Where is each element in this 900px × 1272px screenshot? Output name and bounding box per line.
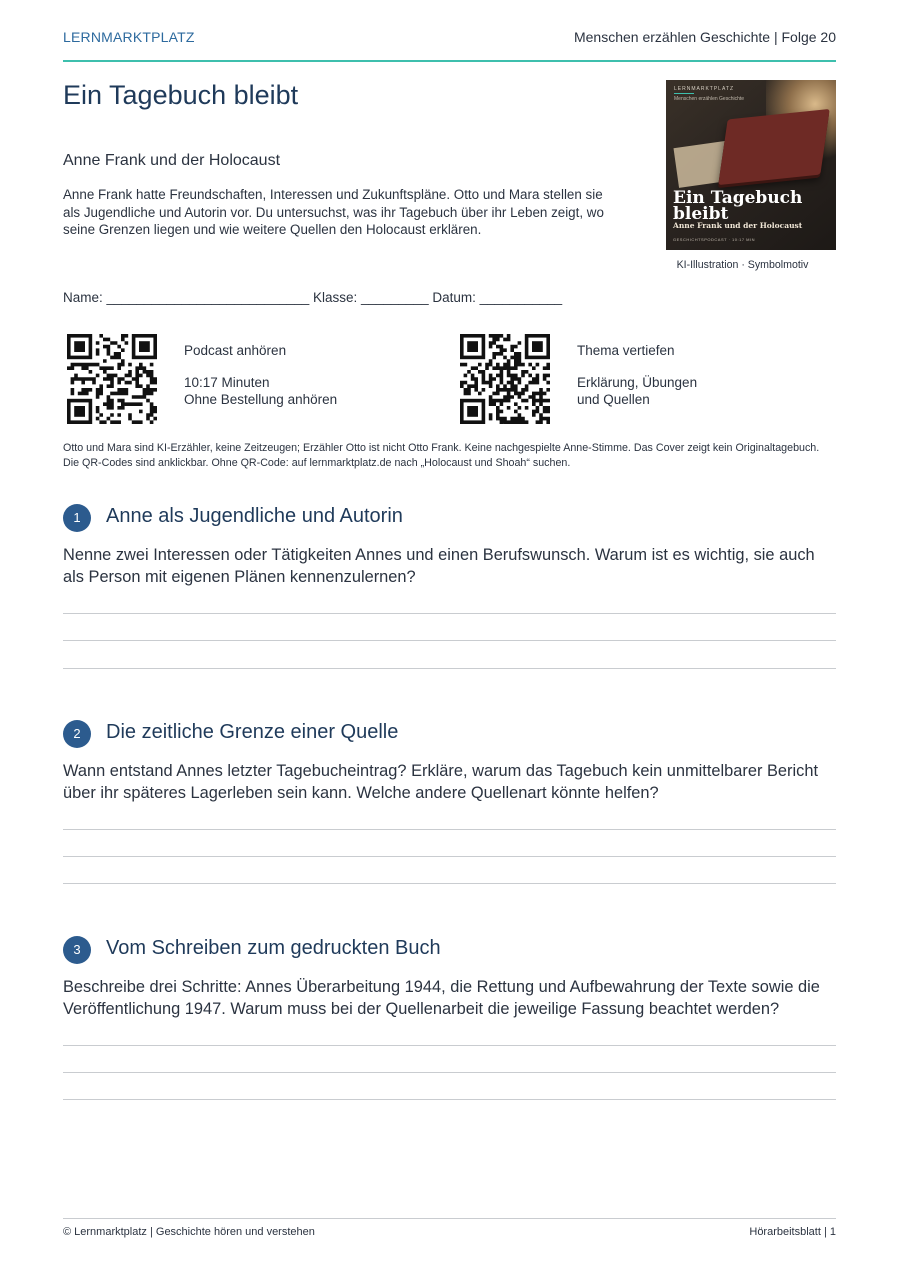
answer-line[interactable] — [63, 613, 836, 614]
worksheet-page — [63, 0, 836, 1272]
page-title: Ein Tagebuch bleibt — [63, 80, 299, 110]
qr-topic-line1: Erklärung, Übungen — [577, 375, 698, 390]
disclaimer-line2: Die QR-Codes sind anklickbar. Ohne QR-Code: auf lernmarktplatz.de nach „Holocaust und Shoah“ suchen. — [63, 456, 571, 469]
answer-line[interactable] — [63, 1099, 836, 1100]
page-subtitle: Anne Frank und der Holocaust — [63, 152, 281, 169]
qr-topic-details — [577, 374, 697, 408]
disclaimer-line1: Otto und Mara sind KI-Erzähler, keine Zeitzeugen; Erzähler Otto ist nicht Otto Frank. Keine nachgespielte Anne-Stimme. Das Cover zeigt kein Originaltagebuch. — [63, 442, 820, 454]
cover-title — [673, 190, 802, 222]
qr-code-graphic — [460, 334, 550, 424]
task-heading: Vom Schreiben zum gedruckten Buch — [106, 937, 441, 959]
cover-title-line2: bleibt — [673, 204, 729, 224]
series-label: Menschen erzählen Geschichte | Folge 20 — [573, 29, 836, 45]
brand-logo-text: LERNMARKTPLATZ — [63, 29, 195, 45]
answer-line[interactable] — [63, 640, 836, 641]
task-number-badge: 3 — [63, 936, 91, 964]
cover-subtitle: Anne Frank und der Holocaust — [673, 221, 803, 230]
task-number-badge: 2 — [63, 720, 91, 748]
cover-brand-rule — [674, 93, 694, 94]
qr-podcast-details — [184, 374, 337, 408]
qr-podcast-duration: 10:17 Minuten — [184, 375, 270, 390]
qr-code-graphic — [67, 334, 157, 424]
page-header — [63, 28, 836, 62]
task-heading: Anne als Jugendliche und Autorin — [106, 505, 403, 527]
answer-line[interactable] — [63, 668, 836, 669]
footer-divider — [63, 1218, 836, 1219]
answer-line[interactable] — [63, 1045, 836, 1046]
qr-topic-title: Thema vertiefen — [577, 343, 675, 358]
footer-page-label: Hörarbeitsblatt | 1 — [749, 1226, 836, 1238]
qr-code-icon[interactable] — [67, 334, 157, 424]
cover-series: Menschen erzählen Geschichte — [674, 96, 745, 102]
cover-illustration — [666, 80, 836, 250]
answer-line[interactable] — [63, 883, 836, 884]
task-question: Wann entstand Annes letzter Tagebucheintrag? Erkläre, warum das Tagebuch kein unmittelbarer Bericht über ihr späteres Lagerleben sein kann. Welche andere Quellenart könnte helfen? — [63, 762, 819, 802]
qr-podcast-title: Podcast anhören — [184, 343, 287, 358]
answer-line[interactable] — [63, 856, 836, 857]
task-question: Beschreibe drei Schritte: Annes Überarbeitung 1944, die Rettung und Aufbewahrung der Texte sowie die Veröffentlichung 1947. Warum muss bei der Quellenarbeit die jeweilige Fassung beachtet werden? — [63, 978, 820, 1018]
task-question: Nenne zwei Interessen oder Tätigkeiten Annes und einen Berufswunsch. Warum ist es wichtig, sie auch als Person mit eigenen Plänen kennenzulernen? — [63, 546, 815, 586]
cover-meta: GESCHICHTSPODCAST · 10:17 MIN — [673, 237, 755, 242]
cover-caption: KI-Illustration · Symbolmotiv — [676, 259, 809, 271]
qr-topic-line2: und Quellen — [577, 392, 650, 407]
intro-text: Anne Frank hatte Freundschaften, Interessen und Zukunftspläne. Otto und Mara stellen sie als Jugendliche und Autorin vor. Du untersuchst, was ihr Tagebuch über ihr Leben zeigt, wo seine Grenzen liegen und wie weitere Quellen den Holocaust erklären. — [63, 187, 604, 237]
task-heading: Die zeitliche Grenze einer Quelle — [106, 721, 399, 743]
footer-copyright: © Lernmarktplatz | Geschichte hören und verstehen — [63, 1226, 315, 1238]
cover-brand: LERNMARKTPLATZ — [674, 86, 735, 92]
qr-code-icon[interactable] — [460, 334, 550, 424]
cover-book — [718, 109, 830, 185]
answer-line[interactable] — [63, 1072, 836, 1073]
cover-title-line1: Ein Tagebuch — [673, 188, 803, 208]
name-class-date-fields[interactable]: Name: ___________________________ Klasse: _________ Datum: ___________ — [63, 290, 563, 305]
task-number-badge: 1 — [63, 504, 91, 532]
disclaimer-note — [63, 441, 836, 470]
qr-podcast-note: Ohne Bestellung anhören — [184, 392, 338, 407]
answer-line[interactable] — [63, 829, 836, 830]
